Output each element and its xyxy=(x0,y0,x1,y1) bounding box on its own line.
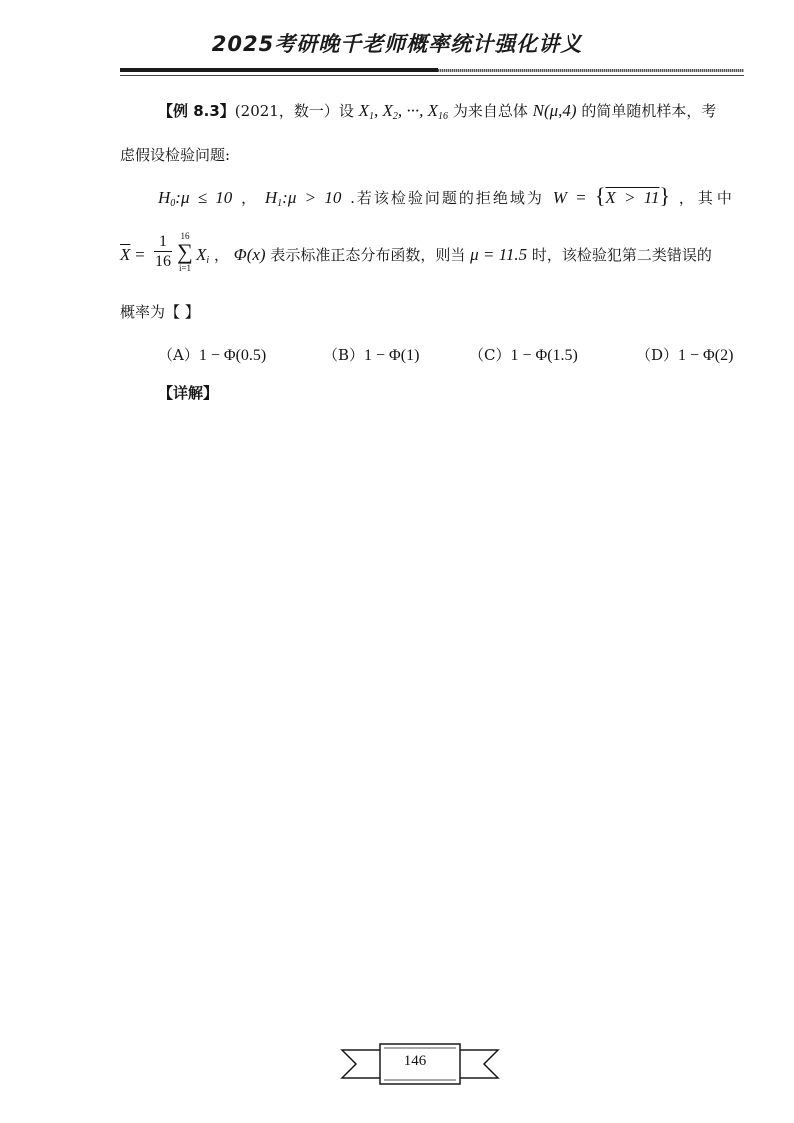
problem-line-5: 概率为【 】 xyxy=(120,303,200,321)
population-distribution: N(μ,4) xyxy=(532,101,577,120)
rejection-region: W = {X > 11} xyxy=(552,183,671,208)
mean-lhs: $\overline{X}$ = xyxy=(120,245,145,264)
page-number: 146 xyxy=(403,1053,427,1069)
null-hypothesis: $H_0:\mu \le 10$ xyxy=(158,188,233,209)
fraction: $\frac{1}{16}$ xyxy=(155,233,171,270)
sample-variables: $X_1$, $X_2$, ···, $X_{16}$ xyxy=(358,101,449,122)
option-c: （C）1 − Φ(1.5) xyxy=(469,346,578,364)
phi-function: Φ(x) xyxy=(233,245,266,264)
problem-label: 【例 8.3】 xyxy=(158,102,235,120)
problem-line-4: $X_i$ ， Φ(x) 表示标准正态分布函数，则当 μ = 11.5 时，该检验犯第二类错误的 xyxy=(196,245,712,266)
text-segment: 设 xyxy=(338,102,354,120)
problem-source: (2021，数一） xyxy=(234,102,339,120)
text-segment: 时，该检验犯第二类错误的 xyxy=(531,246,712,264)
header-rule-hatched xyxy=(438,69,744,72)
header-rule-thin xyxy=(120,75,744,76)
summation: 16 ∑ i=1 xyxy=(177,231,193,273)
problem-line-3: $H_0:\mu \le 10$ ， $H_1:\mu > 10$ .若该检验问题的拒绝域为 W = {X > 11} ，其中 xyxy=(158,183,736,209)
mu-value: μ = 11.5 xyxy=(470,245,528,264)
text-segment: 表示标准正态分布函数，则当 xyxy=(270,246,466,264)
problem-line-2: 虑假设检验问题: xyxy=(120,146,231,164)
solution-label: 【详解】 xyxy=(158,384,219,402)
page-header-title: 2025考研晚千老师概率统计强化讲义 xyxy=(211,32,583,56)
text-segment: 的简单随机样本，考 xyxy=(581,102,717,120)
alternative-hypothesis: $H_1:\mu > 10$ xyxy=(264,188,342,209)
option-d: （D）1 − Φ(2) xyxy=(636,346,734,364)
text-segment: ，其中 xyxy=(678,189,736,207)
option-b: （B）1 − Φ(1) xyxy=(323,346,420,364)
header-rule-thick xyxy=(120,68,438,72)
text-segment: .若该检验问题的拒绝域为 xyxy=(350,189,544,207)
problem-line-1 xyxy=(158,101,716,127)
option-a: （A）1 − Φ(0.5) xyxy=(158,346,267,364)
text-segment: 为来自总体 xyxy=(452,102,528,120)
